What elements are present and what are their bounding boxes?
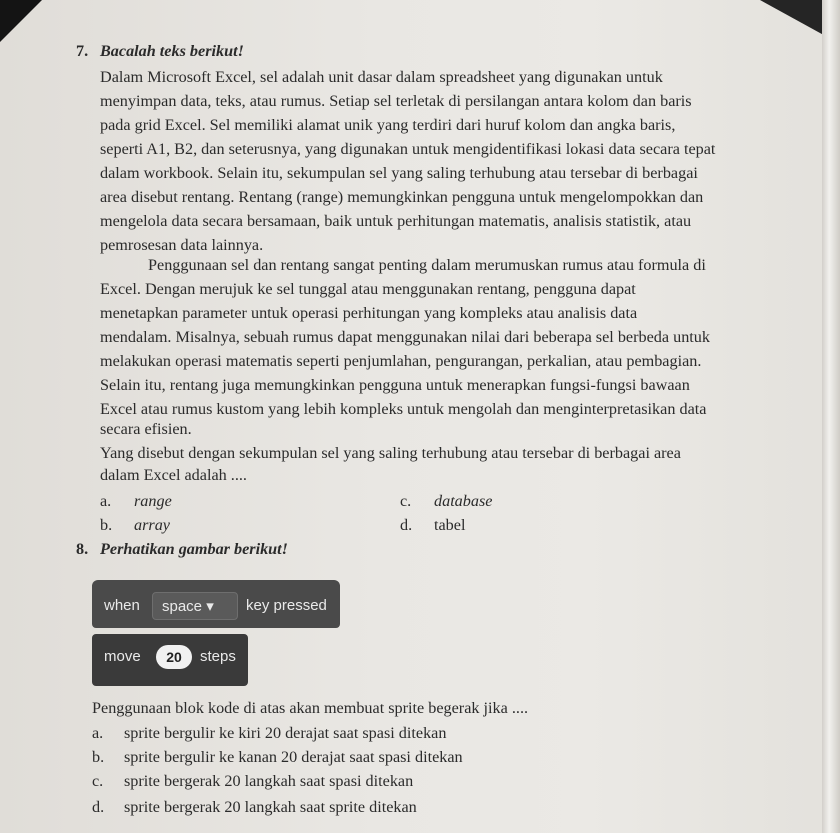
when-label: when (104, 597, 140, 614)
option-letter: b. (100, 516, 113, 534)
paragraph-line: menetapkan parameter untuk operasi perhitungan yang kompleks atau analisis data (100, 304, 638, 322)
paragraph-line: dalam workbook. Selain itu, sekumpulan sel yang saling terhubung atau tersebar di berbagai (100, 164, 698, 182)
paragraph-line: menyimpan data, teks, atau rumus. Setiap sel terletak di persilangan antara kolom dan baris (100, 92, 692, 110)
page-edge (822, 0, 840, 833)
option-a-range[interactable]: range (134, 492, 172, 510)
option-c-database[interactable]: database (434, 492, 493, 510)
paragraph-line: seperti A1, B2, dan seterusnya, yang digunakan untuk mengidentifikasi lokasi data secara tepat (100, 140, 716, 158)
option-d[interactable]: sprite bergerak 20 langkah saat sprite ditekan (124, 798, 417, 816)
paragraph-line: Excel atau rumus kustom yang lebih kompleks untuk mengolah dan menginterpretasikan data (100, 400, 707, 418)
option-letter: c. (92, 772, 104, 790)
question-7-number: 7. (76, 42, 89, 60)
steps-value: 20 (166, 649, 182, 665)
move-label: move (104, 648, 141, 665)
option-letter: d. (400, 516, 413, 534)
question-line: Yang disebut dengan sekumpulan sel yang saling terhubung atau tersebar di berbagai area (100, 444, 681, 462)
paragraph-line: Excel. Dengan merujuk ke sel tunggal atau menggunakan rentang, pengguna dapat (100, 280, 636, 298)
option-b[interactable]: sprite bergulir ke kanan 20 derajat saat spasi ditekan (124, 748, 463, 766)
option-c[interactable]: sprite bergerak 20 langkah saat spasi ditekan (124, 772, 414, 790)
option-b-array[interactable]: array (134, 516, 170, 534)
paragraph-line: pada grid Excel. Sel memiliki alamat unik yang terdiri dari huruf kolom dan angka baris, (100, 116, 676, 134)
option-letter: b. (92, 748, 105, 766)
question-line: dalam Excel adalah .... (100, 466, 247, 484)
option-letter: a. (100, 492, 112, 510)
paragraph-line: Selain itu, rentang juga memungkinkan pengguna untuk menerapkan fungsi-fungsi bawaan (100, 376, 690, 394)
paragraph-line: pemrosesan data lainnya. (100, 236, 264, 254)
option-d-tabel[interactable]: tabel (434, 516, 466, 534)
paragraph-line: Dalam Microsoft Excel, sel adalah unit dasar dalam spreadsheet yang digunakan untuk (100, 68, 663, 86)
paragraph-line: Penggunaan sel dan rentang sangat penting dalam merumuskan rumus atau formula di (148, 256, 706, 274)
question-7-title: Bacalah teks berikut! (100, 42, 244, 60)
key-pressed-label: key pressed (246, 597, 327, 614)
question-8-number: 8. (76, 540, 89, 558)
question-8-prompt: Penggunaan blok kode di atas akan membuat sprite begerak jika .... (92, 699, 529, 717)
question-8-title: Perhatikan gambar berikut! (100, 540, 288, 558)
paragraph-line: mendalam. Misalnya, sebuah rumus dapat menggunakan nilai dari beberapa sel berbeda untuk (100, 328, 710, 346)
paragraph-line: mengelola data secara bersamaan, baik untuk perhitungan matematis, analisis statistik, atau (100, 212, 692, 230)
paragraph-line: melakukan operasi matematis seperti penjumlahan, pengurangan, perkalian, atau pembagian. (100, 352, 702, 370)
option-letter: c. (400, 492, 412, 510)
option-letter: d. (92, 798, 105, 816)
steps-label: steps (200, 648, 236, 665)
option-a[interactable]: sprite bergulir ke kiri 20 derajat saat spasi ditekan (124, 724, 447, 742)
paragraph-line: secara efisien. (100, 420, 192, 438)
paragraph-line: area disebut rentang. Rentang (range) memungkinkan pengguna untuk mengelompokkan dan (100, 188, 704, 206)
option-letter: a. (92, 724, 104, 742)
page-corner-shadow (0, 0, 42, 42)
key-dropdown-value: space ▾ (162, 598, 214, 615)
